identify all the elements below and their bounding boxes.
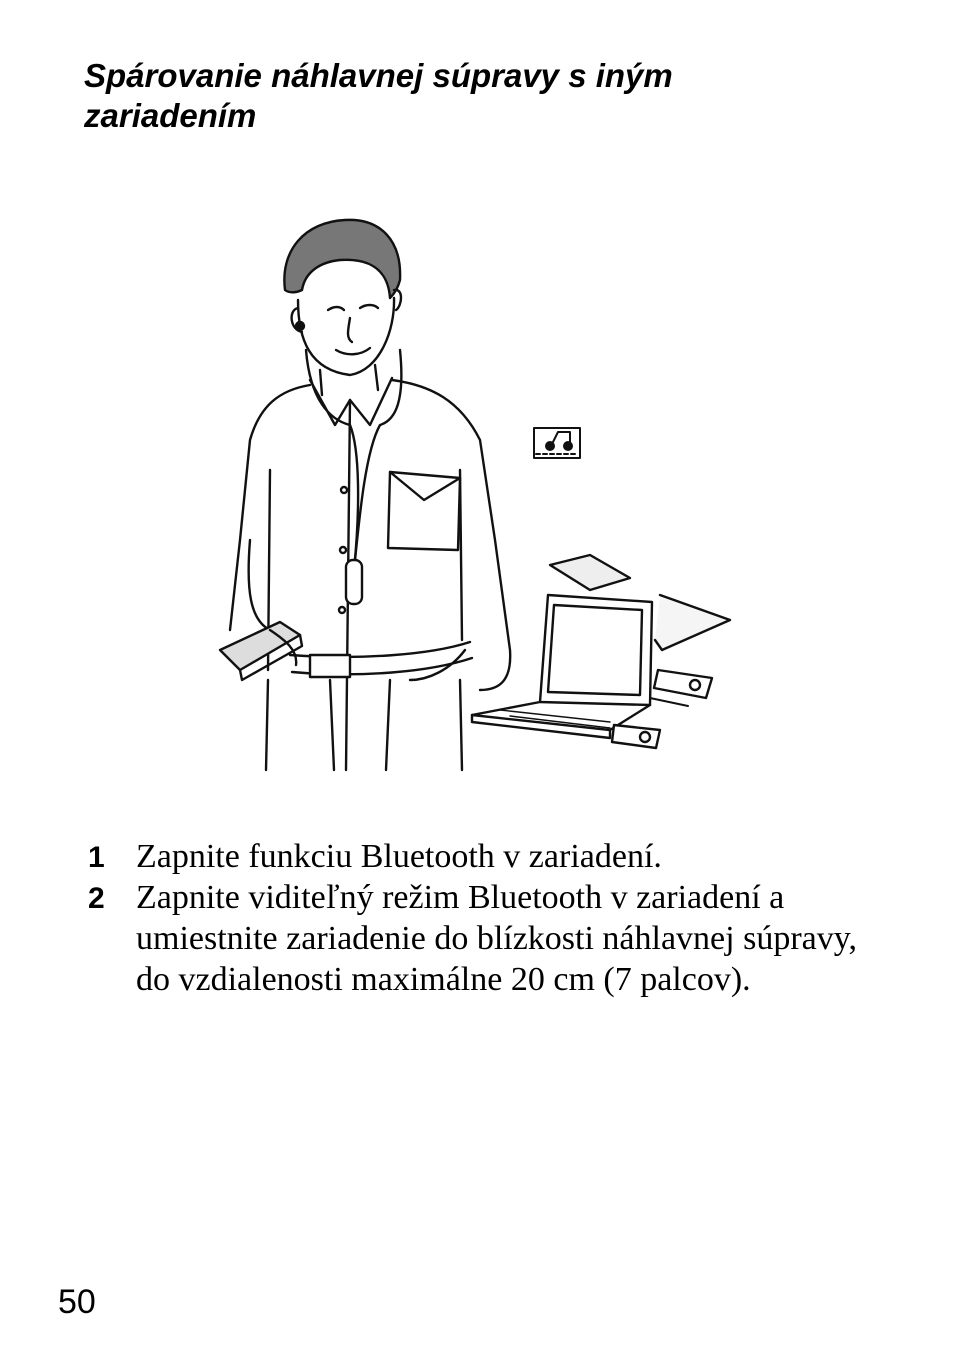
instruction-steps	[88, 836, 888, 1000]
media-player-icon	[612, 725, 660, 748]
section-heading: Spárovanie náhlavnej súpravy s iným zariadením	[84, 57, 673, 134]
media-player-icon	[654, 670, 712, 698]
media-icon	[534, 428, 580, 458]
step-number: 1	[88, 841, 105, 874]
step-item	[88, 877, 888, 1000]
page-number: 50	[58, 1283, 96, 1321]
step-text: Zapnite funkciu Bluetooth v zariadení.	[136, 838, 662, 875]
laptop-icon	[472, 595, 652, 738]
man-figure	[220, 220, 510, 770]
mobile-phone-icon	[220, 622, 302, 680]
step-number: 2	[88, 882, 105, 915]
step-text: Zapnite viditeľný režim Bluetooth v zariadení a umiestnite zariadenie do blízkosti náhlavnej súpravy, do vzdialenosti maximálne 20 cm (7 palcov).	[136, 879, 858, 998]
pairing-illustration	[210, 210, 750, 800]
step-item	[88, 836, 888, 877]
